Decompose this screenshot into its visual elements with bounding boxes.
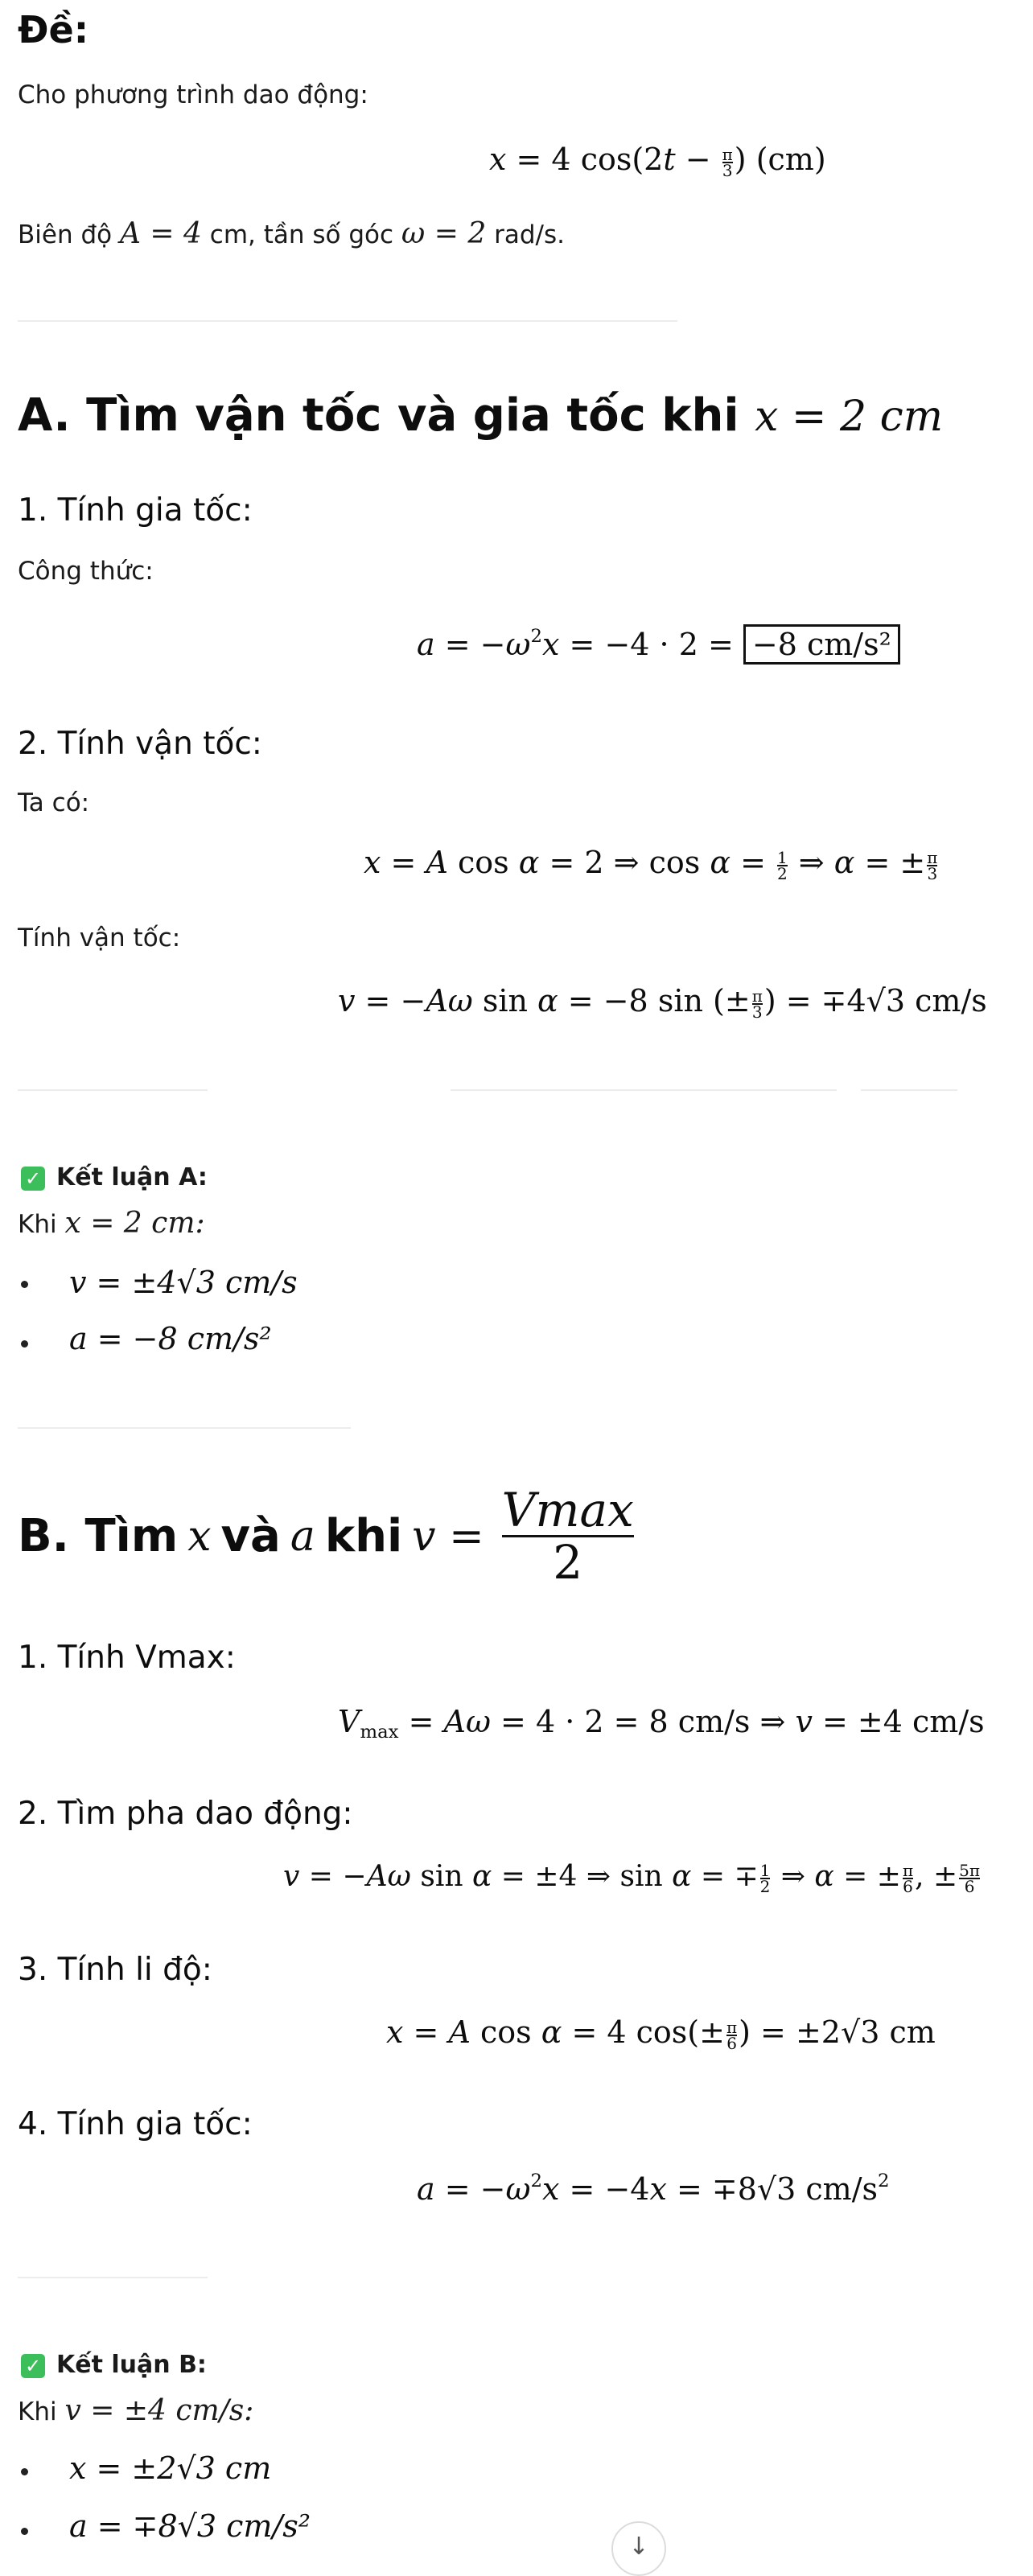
partA-step1-eq: $a = -\omega^2x = -4 \cdot 2 = -8$ cm/s² xyxy=(417,626,900,662)
bullet xyxy=(21,1281,28,1288)
check-box-icon: ✓ xyxy=(21,2354,45,2378)
partA-step2-label: Ta có: xyxy=(18,788,90,817)
vmax-fraction: Vmax 2 xyxy=(501,1483,634,1590)
bullet xyxy=(21,2528,28,2535)
partB-step2-title: 2. Tìm pha dao động: xyxy=(18,1796,353,1832)
de-title: Đề: xyxy=(18,8,89,51)
divider xyxy=(451,1089,837,1091)
divider xyxy=(861,1089,957,1091)
divider xyxy=(18,1427,351,1429)
partA-step1-label: Công thức: xyxy=(18,557,154,586)
partA-step2-eq2: v = −Aω sin α = −8 sin (± $\frac{\pi}{3}$ ) = ∓4√3 cm/s xyxy=(338,983,987,1022)
partA-step1-title: 1. Tính gia tốc: xyxy=(18,492,253,529)
bullet xyxy=(21,1340,28,1348)
check-box-icon: ✓ xyxy=(21,1167,45,1191)
partB-conclusion-item: a = ∓8√3 cm/s² xyxy=(69,2508,311,2544)
partA-conclusion-when: Khi x = 2 cm: xyxy=(18,1207,205,1240)
partB-step1-title: 1. Tính Vmax: xyxy=(18,1640,236,1676)
partB-conclusion-title: ✓ Kết luận B: xyxy=(21,2351,207,2379)
partB-step1-eq: $V_{max} = A\omega = 4 \cdot 2 = 8$ cm/s ⇒ v = ±4 cm/s xyxy=(338,1704,985,1743)
bullet xyxy=(21,2468,28,2475)
partA-step2-title: 2. Tính vận tốc: xyxy=(18,726,262,762)
divider xyxy=(18,320,677,322)
de-intro: Cho phương trình dao động: xyxy=(18,80,368,109)
divider xyxy=(18,2277,208,2278)
partA-step2-label2: Tính vận tốc: xyxy=(18,924,181,953)
partB-step4-eq: $a = -\omega^2x = -4x = \mp 8√3$ $cm/s^2$ xyxy=(417,2171,890,2207)
partA-conclusion-title: ✓ Kết luận A: xyxy=(21,1163,208,1191)
partB-step4-title: 4. Tính gia tốc: xyxy=(18,2106,253,2142)
partA-conclusion-item: v = ±4√3 cm/s xyxy=(69,1265,298,1300)
partB-conclusion-when: Khi v = ±4 cm/s: xyxy=(18,2394,254,2427)
boxed-answer: −8 cm/s² xyxy=(743,624,900,665)
de-equation: x = 4 cos(2t − $\frac{\pi}{3}$ ) (cm) xyxy=(489,142,826,180)
partB-title: B. Tìm x và a khi v = Vmax 2 xyxy=(18,1483,634,1590)
divider xyxy=(18,1089,208,1091)
partA-step2-eq: x = A cos α = 2 ⇒ cos α = $\frac{1}{2}$ ⇒ α = ± $\frac{\pi}{3}$ xyxy=(364,845,938,883)
partB-step3-title: 3. Tính li độ: xyxy=(18,1952,212,1988)
partA-conclusion-item: a = −8 cm/s² xyxy=(69,1321,272,1356)
partB-step3-eq: x = A cos α = 4 cos(± $\frac{\pi}{6}$ ) = ±2√3 cm xyxy=(386,2014,936,2053)
partB-conclusion-item: x = ±2√3 cm xyxy=(69,2450,272,2486)
de-params: Biên độ A = 4 cm, tần số góc ω = 2 rad/s. xyxy=(18,217,565,250)
scroll-down-icon[interactable]: ↓ xyxy=(611,2521,666,2576)
partA-title: A. Tìm vận tốc và gia tốc khi x = 2 cm xyxy=(18,389,944,442)
partB-step2-eq: v = −Aω sin α = ±4 ⇒ sin α = ∓ $\frac{1}{2}$ ⇒ α = ± $\frac{\pi}{6}$ , ± $\frac{5\pi}{6}$ xyxy=(283,1860,981,1896)
